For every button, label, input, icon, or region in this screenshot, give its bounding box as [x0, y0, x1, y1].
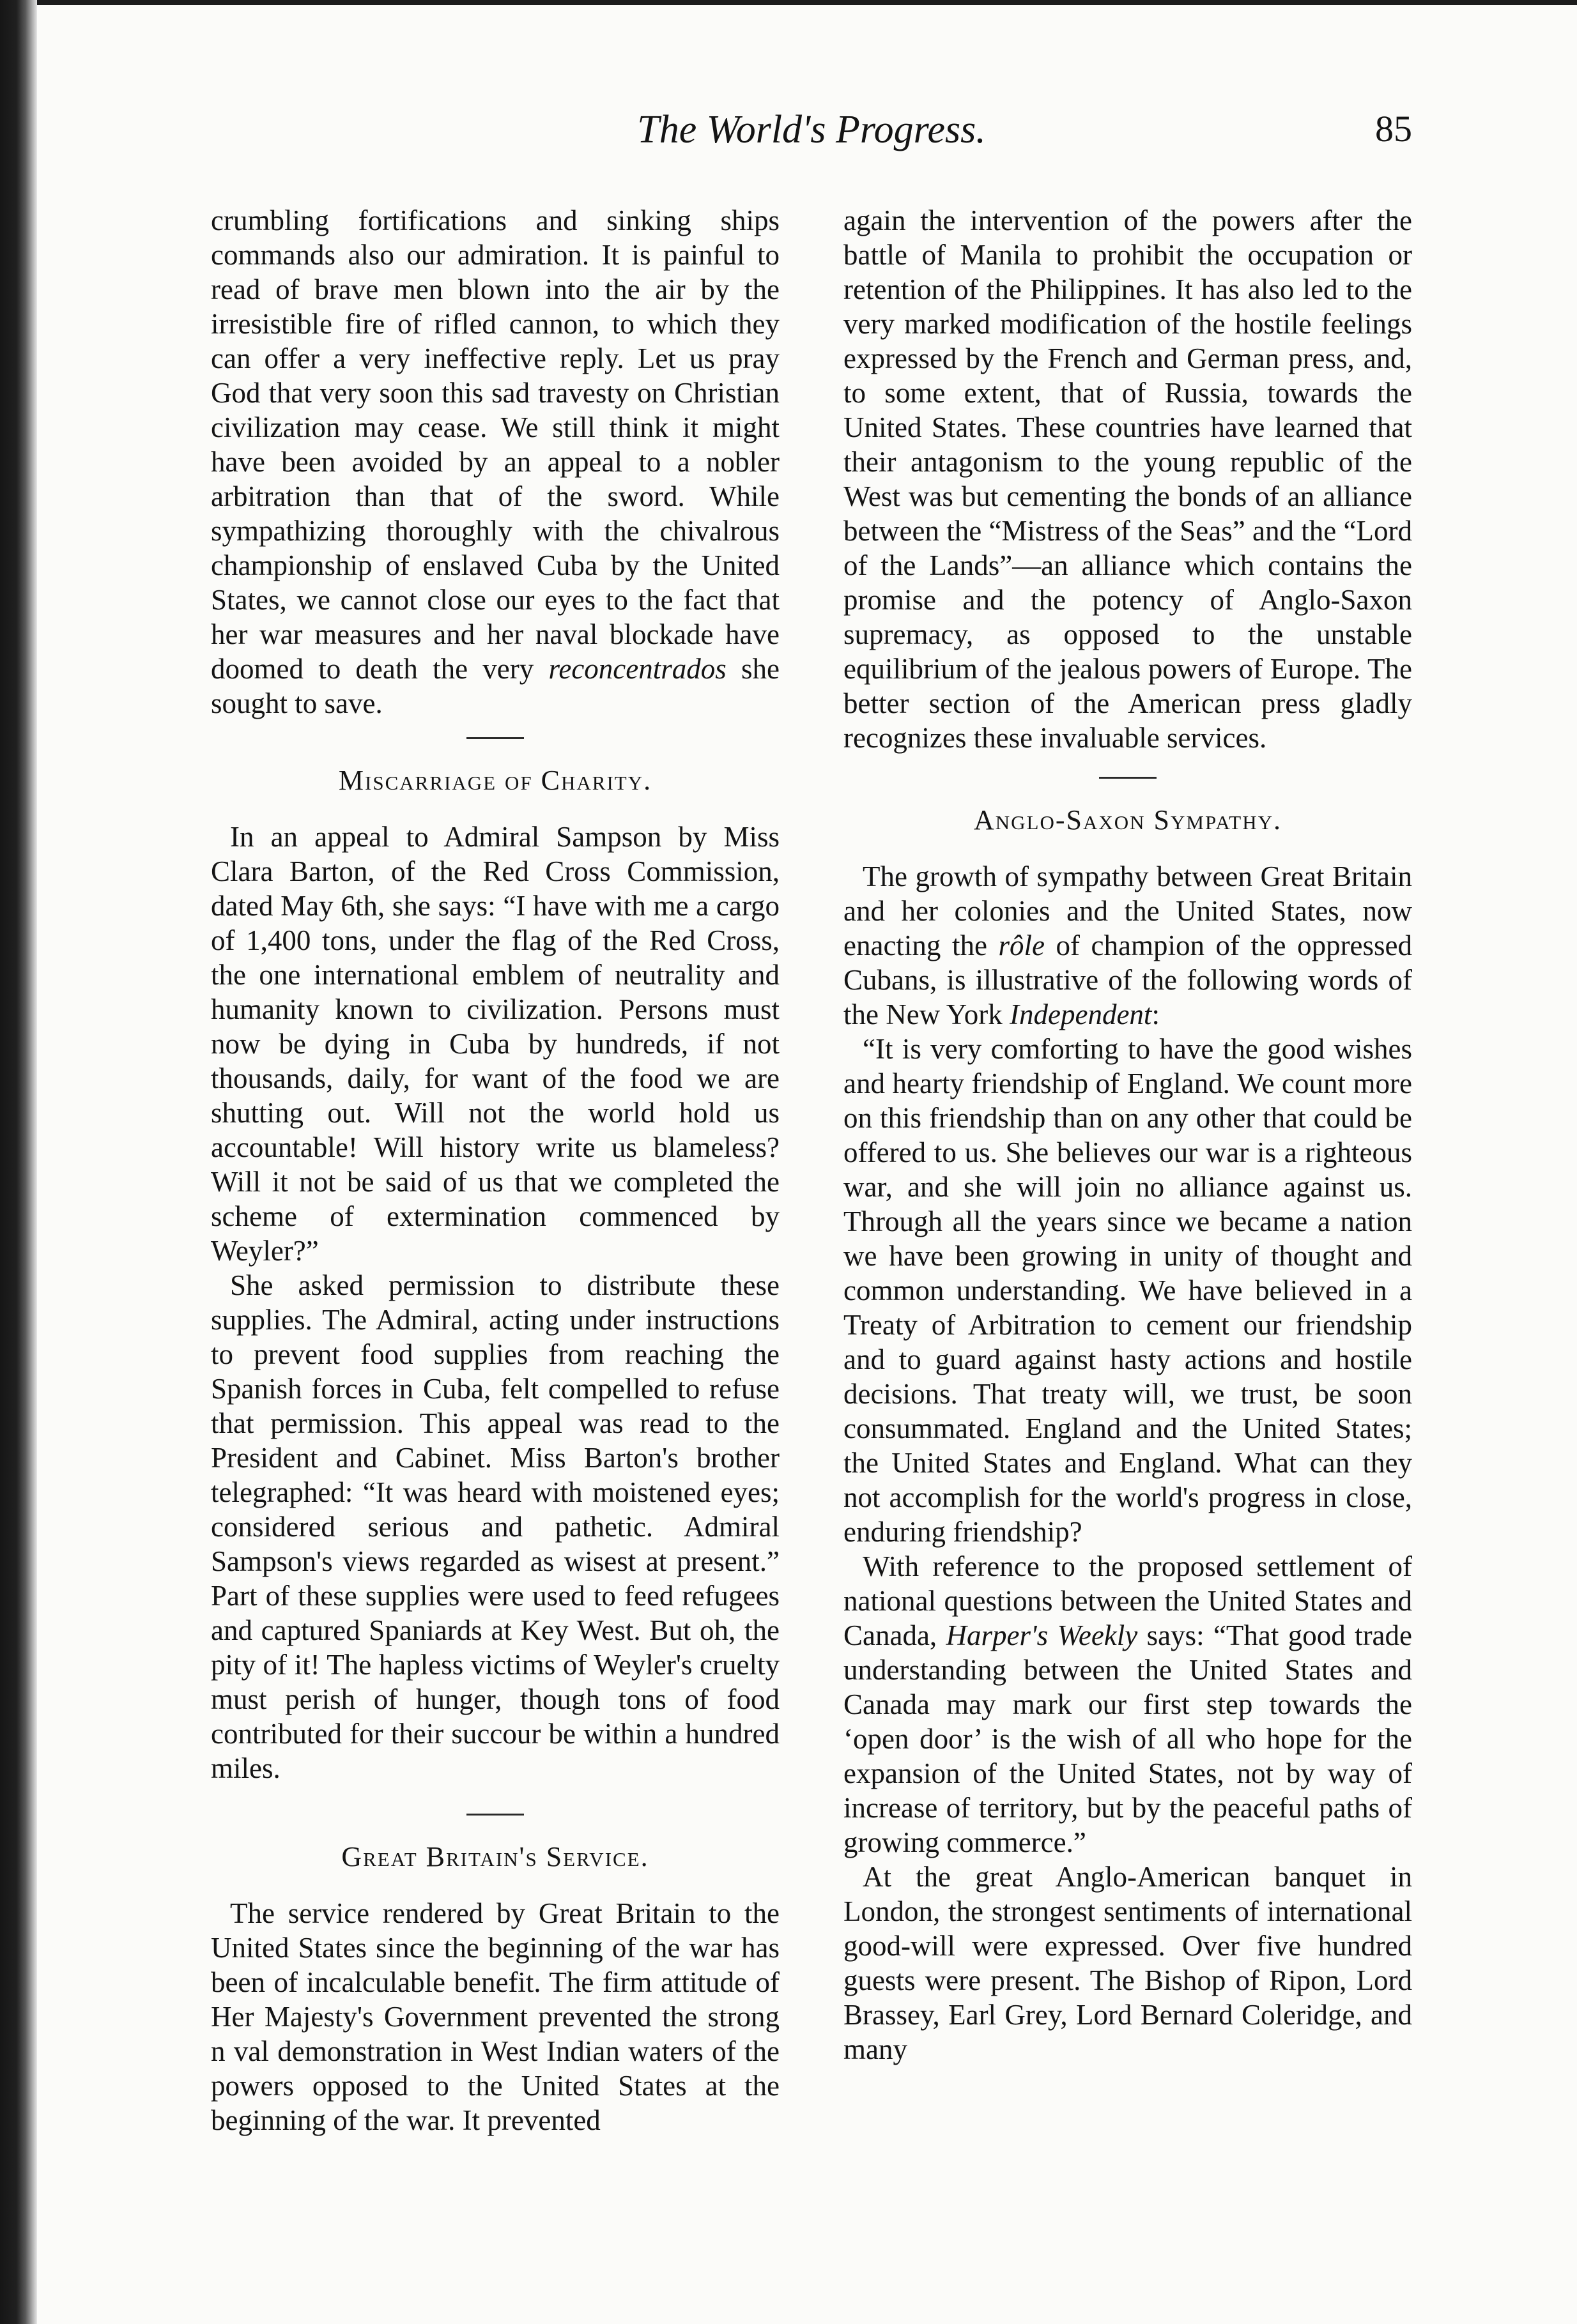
intro-paragraph	[211, 203, 780, 721]
section-divider	[1099, 777, 1157, 779]
top-edge-rule	[37, 0, 1577, 5]
anglo-p2-start: With reference to the proposed settlement of national questions between the United States and Canada,	[843, 1550, 1412, 1651]
anglo-p1-end: :	[1151, 998, 1160, 1030]
left-column	[211, 203, 780, 2137]
heading-great-britains-service: Great Britain's Service.	[341, 1841, 649, 1872]
anglo-paragraph-2	[843, 1549, 1412, 1860]
section-divider	[466, 737, 524, 739]
anglo-p1-italic: rôle	[998, 929, 1045, 961]
anglo-p2-italic: Harper's Weekly	[946, 1619, 1138, 1651]
anglo-p1-start: The growth of sympathy between Great Britain and her colonies and the United States, now enacting the	[843, 860, 1412, 961]
miscarriage-paragraph-2: She asked permission to distribute these supplies. The Admiral, acting under instructions to prevent food supplies from reaching the Spanish forces in Cuba, felt compelled to refuse that permission. This appeal was read to the President and Cabinet. Miss Barton's brother telegraphed: “It was heard with moistened eyes; considered serious and pathetic. Admiral Sampson's views regarded as wisest at present.” Part of these supplies were used to feed refugees and captured Spaniards at Key West. But oh, the pity of it! The hapless victims of Weyler's cruelty must perish of hunger, though tons of food contributed for their succour be within a hundred miles.	[211, 1269, 780, 1784]
running-title: The World's Progress.	[637, 108, 986, 151]
section-divider	[466, 1814, 524, 1816]
anglo-quote-paragraph: “It is very comforting to have the good wishes and hearty friendship of England. We count more on this friendship than on any other that could be offered to us. She believes our war is a righteous war, and she will join no alliance against us. Through all the years since we became a nation we have been growing in unity of thought and common understanding. We have believed in a Treaty of Arbitration to cement our friendship and to guard against hasty actions and hostile decisions. That treaty will, we trust, be soon consummated. England and the United States; the United States and England. What can they not accomplish for the world's progress in close, enduring friendship?	[843, 1033, 1412, 1548]
miscarriage-paragraph-1: In an appeal to Admiral Sampson by Miss Clara Barton, of the Red Cross Commission, dated May 6th, she says: “I have with me a cargo of 1,400 tons, under the flag of the Red Cross, the one international emblem of neutrality and humanity known to civilization. Persons must now be dying in Cuba by hundreds, if not thousands, daily, for want of the food we are shutting out. Will not the world hold us accountable! Will history write us blameless? Will it not be said of us that we completed the scheme of extermination commenced by Weyler?”	[211, 821, 780, 1267]
right-column	[843, 203, 1412, 2067]
britain-continued-paragraph: again the intervention of the powers after the battle of Manila to prohibit the occupation or retention of the Philippines. It has also led to the very marked modification of the hostile feelings expressed by the French and German press, and, to some extent, that of Russia, towards the United States. These countries have learned that their antagonism to the young republic of the West was but cementing the bonds of an alliance between the “Mistress of the Seas” and the “Lord of the Lands”—an alliance which contains the promise and the potency of Anglo-Saxon supremacy, as opposed to the unstable equilibrium of the jealous powers of Europe. The better section of the American press gladly recognizes these invaluable services.	[843, 204, 1412, 754]
page-header	[211, 107, 1412, 165]
anglo-paragraph-3: At the great Anglo-American banquet in London, the strongest sentiments of international good-will were expressed. Over five hundred guests were present. The Bishop of Ripon, Lord Brassey, Earl Grey, Lord Bernard Coleridge, and many	[843, 1861, 1412, 2065]
heading-miscarriage-of-charity: Miscarriage of Charity.	[338, 765, 652, 796]
intro-italic: reconcentrados	[548, 653, 727, 685]
page-number: 85	[1375, 108, 1412, 149]
britain-paragraph-1: The service rendered by Great Britain to the United States since the beginning of the war has been of incalculable benefit. The firm attitude of Her Majesty's Government prevented the strong n val demonstration in West Indian waters of the powers opposed to the United States at the beginning of the war. It prevented	[211, 1897, 780, 2136]
anglo-paragraph-1	[843, 859, 1412, 1032]
heading-anglo-saxon-sympathy: Anglo-Saxon Sympathy.	[973, 804, 1282, 836]
intro-end: she sought to save.	[211, 653, 780, 719]
anglo-p2-end: says: “That good trade understanding between the United States and Canada may mark our first step towards the ‘open door’ is the wish of all who hope for the expansion of the United States, not by way of increase of territory, but by the peaceful paths of growing commerce.”	[843, 1619, 1413, 1858]
intro-text: crumbling fortifications and sinking ships commands also our admiration. It is painful to read of brave men blown into the air by the irresistible fire of rifled cannon, to which they can offer a very ineffective reply. Let us pray God that very soon this sad travesty on Christian civilization may cease. We still think it might have been avoided by an appeal to a nobler arbitration than that of the sword. While sympathizing thoroughly with the chivalrous championship of enslaved Cuba by the United States, we cannot close our eyes to the fact that her war measures and her naval blockade have doomed to death the very	[211, 204, 780, 685]
anglo-p1-italic-2: Independent	[1010, 998, 1152, 1030]
book-spine-shadow	[0, 0, 37, 2324]
anglo-p1-mid: of champion of the oppressed Cubans, is illustrative of the following words of the New York	[843, 929, 1413, 1030]
